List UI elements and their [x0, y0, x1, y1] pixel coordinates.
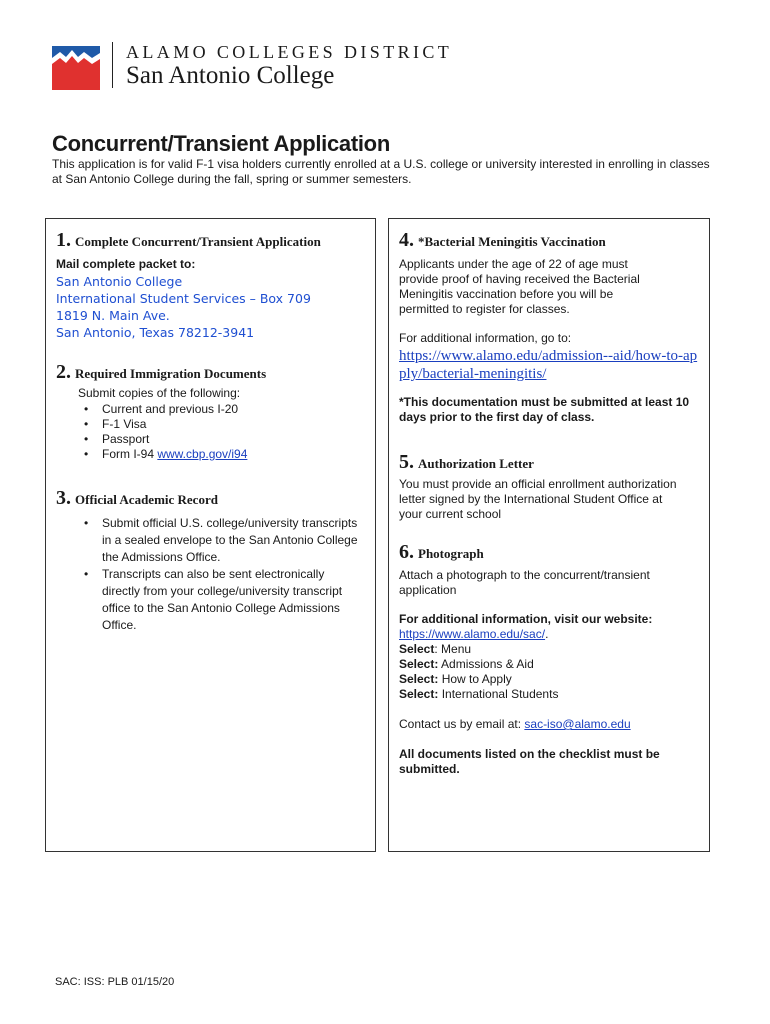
final-note: All documents listed on the checklist must be submitted.: [399, 747, 660, 776]
district-name: ALAMO COLLEGES DISTRICT: [126, 42, 453, 62]
address-line: San Antonio, Texas 78212-3941: [56, 325, 255, 340]
alamo-logo-icon: [52, 40, 100, 90]
meningitis-info-label: For additional information, go to:: [399, 331, 572, 345]
website-link[interactable]: https://www.alamo.edu/sac/: [399, 627, 546, 641]
contact-label: Contact us by email at:: [399, 717, 525, 731]
step-value: International Students: [438, 687, 559, 701]
section-5-heading: [399, 451, 534, 474]
list-item: [78, 447, 358, 462]
step-row: [399, 672, 558, 687]
section-6-number: 6.: [399, 541, 414, 563]
page-title: Concurrent/Transient Application: [52, 131, 390, 156]
step-value: Admissions & Aid: [438, 657, 534, 671]
right-checklist-box: [388, 218, 710, 852]
step-row: [399, 657, 558, 672]
contact-line: [399, 717, 631, 732]
list-item: • Submit official U.S. college/university transcripts in a sealed envelope to the San Antonio College the Admissions Office.: [78, 515, 360, 566]
logo-divider: [112, 42, 113, 88]
photograph-body: Attach a photograph to the concurrent/transient application: [399, 568, 650, 597]
contact-email-link[interactable]: sac-iso@alamo.edu: [524, 717, 631, 731]
academic-record-list: [78, 515, 360, 634]
address-line: International Student Services – Box 709: [56, 291, 311, 306]
section-4-heading: [399, 229, 606, 252]
list-item: • Current and previous I-20: [78, 402, 358, 417]
section-6-title: Photograph: [418, 546, 484, 561]
step-row: [399, 642, 558, 657]
section-3-heading: [56, 487, 218, 510]
i94-link[interactable]: www.cbp.gov/i94: [157, 447, 248, 461]
intro-paragraph: This application is for valid F-1 visa holders currently enrolled at a U.S. college or university interested in enrolling in classes at San Antonio College during the fall, spring or summer semesters.: [52, 157, 710, 186]
section-1-title: Complete Concurrent/Transient Application: [75, 234, 321, 249]
section-5-title: Authorization Letter: [418, 456, 534, 471]
section-2-title: Required Immigration Documents: [75, 366, 267, 381]
footer-form-code: SAC: ISS: PLB 01/15/20: [55, 976, 175, 988]
step-label: Select:: [399, 657, 439, 671]
list-item: • Transcripts can also be sent electronically directly from your college/university transcript office to the San Antonio College Admissions Office.: [78, 566, 360, 634]
section-5-number: 5.: [399, 451, 414, 473]
meningitis-link[interactable]: https://www.alamo.edu/admission--aid/how-to-apply/bacterial-meningitis/: [399, 348, 698, 382]
section-4-number: 4.: [399, 229, 414, 251]
step-value: How to Apply: [438, 672, 512, 686]
website-label: For additional information, visit our website:: [399, 612, 653, 626]
list-item-text: Form I-94: [102, 447, 158, 461]
left-checklist-box: [45, 218, 376, 852]
mail-label: Mail complete packet to:: [56, 257, 196, 271]
mailing-address: [56, 273, 311, 341]
section-4-title: *Bacterial Meningitis Vaccination: [418, 234, 606, 249]
authorization-body: You must provide an official enrollment authorization letter signed by the International Student Office at your current school: [399, 477, 677, 521]
step-label: Select: [399, 642, 435, 656]
meningitis-body: Applicants under the age of 22 of age must provide proof of having received the Bacterial Meningitis vaccination before you will be permitted to register for classes.: [399, 257, 640, 316]
step-row: [399, 687, 558, 702]
section-1-number: 1.: [56, 229, 71, 251]
step-label: Select:: [399, 687, 439, 701]
section-3-title: Official Academic Record: [75, 492, 218, 507]
list-item: • F-1 Visa: [78, 417, 358, 432]
website-line: [399, 627, 548, 642]
section-2-number: 2.: [56, 361, 71, 383]
section-3-number: 3.: [56, 487, 71, 509]
immigration-intro: Submit copies of the following:: [78, 386, 241, 400]
website-period: .: [545, 627, 549, 641]
list-item: • Passport: [78, 432, 358, 447]
section-2-heading: [56, 361, 266, 384]
address-line: San Antonio College: [56, 274, 183, 289]
step-label: Select:: [399, 672, 439, 686]
navigation-steps: [399, 642, 558, 702]
section-6-heading: [399, 541, 484, 564]
section-1-heading: [56, 229, 321, 252]
address-line: 1819 N. Main Ave.: [56, 308, 170, 323]
meningitis-note: *This documentation must be submitted at least 10 days prior to the first day of class.: [399, 395, 690, 424]
college-name: San Antonio College: [126, 62, 335, 89]
step-value: : Menu: [434, 642, 472, 656]
immigration-doc-list: [78, 402, 358, 462]
